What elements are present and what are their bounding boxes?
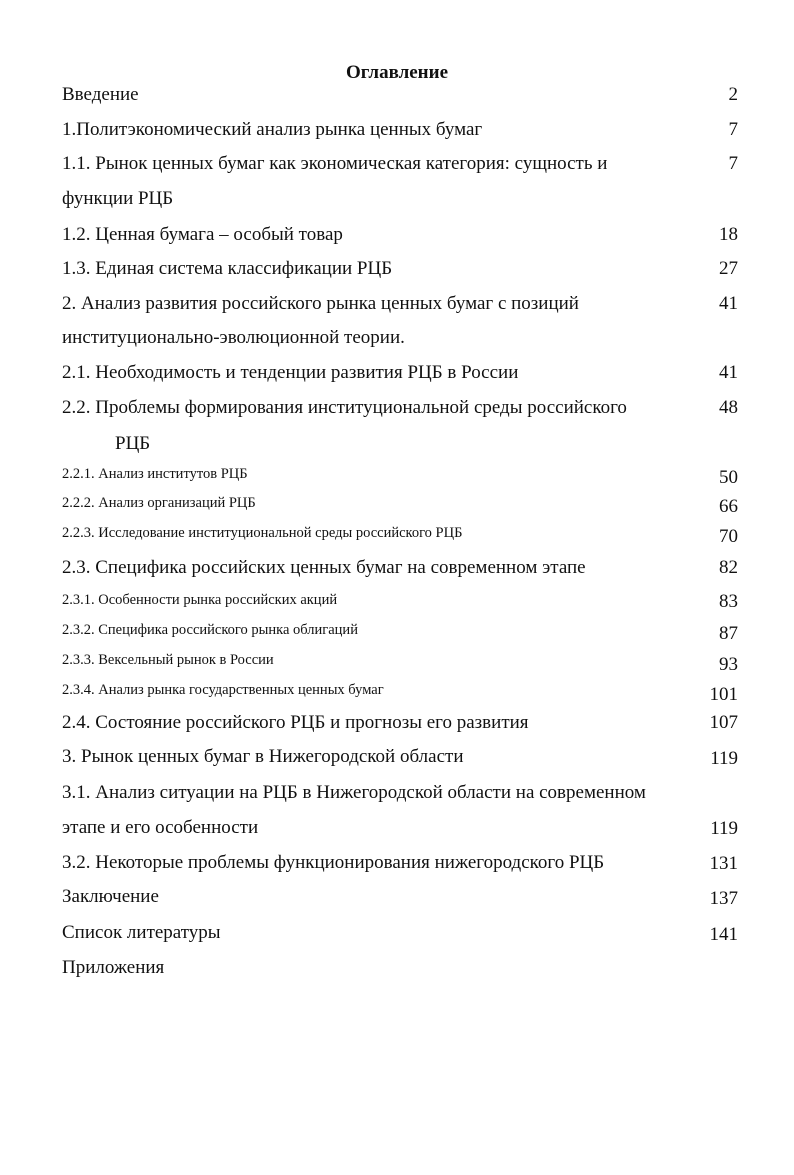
toc-entry-page: 87 (719, 623, 738, 644)
toc-entry-text: 3.1. Анализ ситуации на РЦБ в Нижегородской области на современном (62, 782, 646, 803)
toc-entry-page: 82 (719, 557, 738, 578)
toc-entry-text: 2.2. Проблемы формирования институциональной среды российского (62, 397, 627, 418)
toc-entry-text: 1.3. Единая система классификации РЦБ (62, 258, 393, 279)
toc-entry-text: 2.3.4. Анализ рынка государственных ценных бумаг (62, 682, 384, 698)
toc-entry-page: 83 (719, 591, 738, 612)
toc-entry-page: 141 (709, 924, 738, 945)
toc-entry-text: 2.3.2. Специфика российского рынка облигаций (62, 622, 358, 638)
toc-entry-text: Приложения (62, 957, 165, 978)
toc-entry-page: 50 (719, 467, 738, 488)
toc-entry-text: 2.3.3. Вексельный рынок в России (62, 652, 274, 668)
toc-entry-page: 41 (719, 293, 738, 314)
toc-entry-text: 1.Политэкономический анализ рынка ценных бумаг (62, 119, 483, 140)
toc-entry-page: 70 (719, 526, 738, 547)
toc-entry-text: 2.2.1. Анализ институтов РЦБ (62, 466, 248, 482)
toc-entry-text: 2.4. Состояние российского РЦБ и прогнозы его развития (62, 712, 529, 733)
toc-entry-text: 3.2. Некоторые проблемы функционирования нижегородского РЦБ (62, 852, 605, 873)
toc-entry-page: 41 (719, 362, 738, 383)
toc-entry-page: 93 (719, 654, 738, 675)
toc-entry-text: 1.2. Ценная бумага – особый товар (62, 224, 343, 245)
toc-entry-page: 119 (710, 748, 738, 769)
toc-entry-page: 66 (719, 496, 738, 517)
toc-entry-page: 18 (719, 224, 738, 245)
toc-entry-text: Список литературы (62, 922, 221, 943)
toc-entry-page: 7 (728, 153, 738, 174)
toc-entry-page: 48 (719, 397, 738, 418)
toc-entry-text-continued: этапе и его особенности (62, 817, 259, 838)
toc-entry-page: 27 (719, 258, 738, 279)
toc-entry-text-continued: РЦБ (115, 433, 151, 454)
toc-title: Оглавление (345, 62, 449, 83)
toc-entry-text-continued: институционально-эволюционной теории. (62, 327, 405, 348)
toc-entry-text: Введение (62, 84, 139, 105)
toc-entry-text: 2.3. Специфика российских ценных бумаг на современном этапе (62, 557, 586, 578)
toc-entry-page: 137 (709, 888, 738, 909)
toc-entry-text: 2. Анализ развития российского рынка ценных бумаг с позиций (62, 293, 579, 314)
toc-entry-text: 2.3.1. Особенности рынка российских акций (62, 592, 338, 608)
toc-entry-page: 107 (709, 712, 738, 733)
toc-entry-text: 2.1. Необходимость и тенденции развития РЦБ в России (62, 362, 519, 383)
toc-entry-page: 131 (709, 853, 738, 874)
toc-entry-page: 2 (728, 84, 738, 105)
toc-entry-page: 7 (728, 119, 738, 140)
toc-entry-page: 119 (710, 818, 738, 839)
toc-entry-text: 2.2.2. Анализ организаций РЦБ (62, 495, 256, 511)
toc-entry-text: 3. Рынок ценных бумаг в Нижегородской области (62, 746, 464, 767)
toc-entry-text: Заключение (62, 886, 159, 907)
toc-entry-text: 2.2.3. Исследование институциональной среды российского РЦБ (62, 525, 463, 541)
toc-entry-page: 101 (709, 684, 738, 705)
toc-entry-text: 1.1. Рынок ценных бумаг как экономическая категория: сущность и (62, 153, 608, 174)
toc-entry-text-continued: функции РЦБ (62, 188, 174, 209)
